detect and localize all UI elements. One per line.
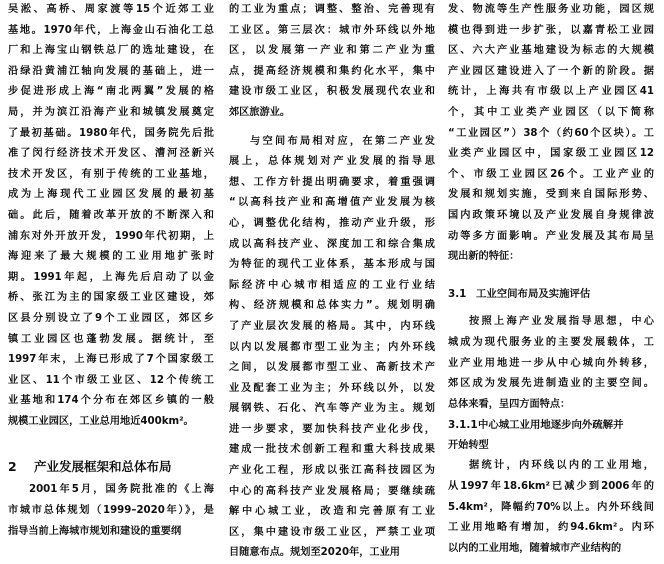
- text-line: 从1997年18.6km²已减少到2006年的: [448, 481, 654, 493]
- text-line: 个，其中工业类产业园区（以下简称: [448, 106, 654, 118]
- text-line: 5.4km²，降幅约70%以上。内外环线间: [448, 501, 654, 513]
- text-column-left: [8, 0, 214, 542]
- text-line: 技术开发区，有别于传统的工业基地，: [8, 168, 214, 180]
- text-line: 动等多方面影响。产业发展及其布局呈: [448, 230, 654, 242]
- heading-text: 工业空间布局及实施评估: [476, 287, 591, 300]
- text-line: 产业园区建设进入了一个新的阶段。据: [448, 65, 654, 77]
- text-line: 建设市级工业区，积极发展现代农业和: [229, 86, 435, 98]
- text-line: 点，提高经济规模和集约化水平，集中: [229, 65, 435, 77]
- text-line: 开始转型: [448, 439, 489, 451]
- text-line: 工业区。第三层次：城市外环线以外地: [229, 24, 435, 36]
- text-line: 指导当前上海城市规划和建设的重要纲: [8, 525, 182, 537]
- text-line: 1997年末，上海已形成了7个国家级工: [8, 354, 214, 366]
- paragraph: [8, 480, 214, 542]
- text-line: 国内政策环境以及产业发展自身规律波: [448, 209, 654, 221]
- text-line: 统计，上海共有市级以上产业园区41: [448, 86, 654, 98]
- text-line: 展钢铁、石化、汽车等产业为主。规划: [229, 403, 435, 415]
- subsection-heading: [448, 415, 654, 436]
- text-line: 业区、11个市级工业区、12个传统工: [8, 374, 214, 386]
- paragraph: [448, 312, 654, 415]
- text-line: 发展和规划实施，受到来自国际形势、: [448, 189, 654, 201]
- text-line: 据统计，内环线以内的工业用地，: [469, 460, 654, 472]
- text-line: 了产业层次发展的格局。其中，内环线: [229, 320, 435, 332]
- heading-number: 3.1.1: [448, 419, 478, 432]
- text-line: 以内以发展都市型工业为主；内外环线: [229, 341, 435, 353]
- text-line: 海迎来了最大规模的工业用地扩张时: [8, 251, 214, 263]
- text-line: 步促进形成上海“南北两翼”发展的格: [8, 86, 214, 98]
- heading-number: 3.1: [448, 287, 467, 300]
- text-line: 的工业为重点；调整、整治、完善现有: [229, 4, 435, 15]
- text-line: 准了闵行经济技术开发区、漕河泾新兴: [8, 148, 214, 160]
- text-line: 与空间布局相对应，在第二产业发: [250, 135, 435, 147]
- text-line: 厂和上海宝山钢铁总厂的选址建设，在: [8, 45, 214, 57]
- paragraph: [229, 0, 435, 124]
- paragraph-spacer: [448, 304, 654, 312]
- paragraph-spacer: [448, 268, 654, 284]
- text-line: 解中心城工业，改造和完善原有工业: [229, 506, 435, 518]
- text-line: 个、市级工业园区26个。工业产业的: [448, 168, 654, 180]
- text-line: 沿绿沿黄浦江轴向发展的基础上，进一: [8, 65, 214, 77]
- paragraph: [8, 0, 214, 432]
- text-line: 基地。1970年代，上海金山石油化工总: [8, 24, 214, 36]
- text-line: 想、工作方针提出明确要求，着重强调: [229, 176, 435, 188]
- text-line: 2001年5月，国务院批准的《上海: [29, 484, 214, 496]
- text-line: 市城市总体规划（1999–2020年）》，是: [8, 505, 214, 517]
- text-line: 进一步要求，要加快科技产业化步伐，: [229, 423, 435, 435]
- heading-number: 2: [8, 459, 17, 475]
- text-line: 成以高科技产业、深度加工和综合集成: [229, 238, 435, 250]
- subsection-heading: [448, 284, 654, 305]
- text-line: 础。此后，随着改革开放的不断深入和: [8, 209, 214, 221]
- text-line: 区县分别设立了9个工业园区，郊区乡: [8, 312, 214, 324]
- text-line: 发、物流等生产性服务业功能，园区规: [448, 4, 654, 15]
- text-line: 成为上海现代工业园区发展的最初基: [8, 189, 214, 201]
- text-line: 区，以发展第一产业和第二产业为重: [229, 45, 435, 57]
- text-line: 为特征的现代工业体系，基本形成与国: [229, 259, 435, 271]
- text-line: 总体来看，呈四方面特点：: [448, 398, 571, 410]
- text-column-right: [448, 0, 654, 559]
- text-line: 城成为现代服务业的主要发展载体，工: [448, 336, 654, 348]
- text-line: “以高科技产业和高增值产业发展为核: [229, 197, 435, 209]
- text-line: 之间，以发展都市型工业、高新技术产: [229, 362, 435, 374]
- text-line: 按照上海产业发展指导思想，中心: [469, 316, 654, 328]
- paragraph-spacer: [8, 432, 214, 448]
- paragraph: [448, 0, 654, 268]
- text-line: 际经济中心城市相适应的工业行业结: [229, 279, 435, 291]
- text-line: 业产业用地进一步从中心城向外转移，: [448, 357, 654, 369]
- text-column-middle: [229, 0, 435, 564]
- section-heading: [8, 454, 214, 480]
- text-line: 业基地和174个分布在郊区乡镇的一般: [8, 395, 214, 407]
- text-line: 业类产业园区中，国家级工业园区12: [448, 148, 654, 160]
- text-line: 展上，总体规划对产业发展的指导思: [229, 156, 435, 168]
- text-line: 业及配套工业为主；外环线以外，以发: [229, 382, 435, 394]
- text-line: 中心的高科技产业发展格局；要继续疏: [229, 485, 435, 497]
- text-line: 郊区旅游业。: [229, 106, 291, 118]
- heading-text: 中心城工业用地逐步向外疏解并: [478, 419, 624, 432]
- text-line: 浦东对外开放开发，1990年代初期，上: [8, 230, 214, 242]
- text-line: 目随意布点。规划至2020年，工业用: [229, 547, 400, 559]
- text-line: 规模工业园区，工业总用地近400km²。: [8, 415, 194, 427]
- text-line: 以内的工业用地，随着城市产业结构的: [448, 542, 622, 554]
- paragraph: [229, 132, 435, 564]
- text-line: 现出新的特征：: [448, 251, 520, 263]
- text-line: 区，集中建设市级工业区，严禁工业项: [229, 526, 435, 538]
- text-line: 吴淞、高桥、周家渡等15个近郊工业: [8, 4, 214, 15]
- text-line: 建成一批技术创新工程和重大科技成果: [229, 444, 435, 456]
- text-line: 区、六大产业基地建设为标志的大规模: [448, 45, 654, 57]
- text-line: 工业用地略有增加，约94.6km²。内环: [448, 522, 654, 534]
- text-line: 产业化工程，形成以张江高科技园区为: [229, 465, 435, 477]
- heading-text: 产业发展框架和总体布局: [34, 459, 172, 475]
- text-line: 了最初基础。1980年代，国务院先后批: [8, 127, 214, 139]
- text-line: 局，并为滨江沿海产业和城镇发展奠定: [8, 106, 214, 118]
- text-line: 构、经济规模和总体实力”。规划明确: [229, 300, 435, 312]
- text-line: “工业园区”）38个（约60个区块）。工: [448, 127, 654, 139]
- text-line: 期。1991年起，上海先后启动了以金: [8, 271, 214, 283]
- text-line: 桥、张江为主的国家级工业区建设，郊: [8, 292, 214, 304]
- paragraph: [448, 436, 654, 457]
- text-line: 心，调整优化结构，推动产业升级，形: [229, 217, 435, 229]
- text-line: 镇工业园区也蓬勃发展。据统计，至: [8, 333, 214, 345]
- paragraph-spacer: [229, 124, 435, 132]
- paragraph: [448, 456, 654, 559]
- text-line: 郊区成为发展先进制造业的主要空间。: [448, 378, 654, 390]
- text-line: 模也得到进一步扩张，以嘉青松工业园: [448, 24, 654, 36]
